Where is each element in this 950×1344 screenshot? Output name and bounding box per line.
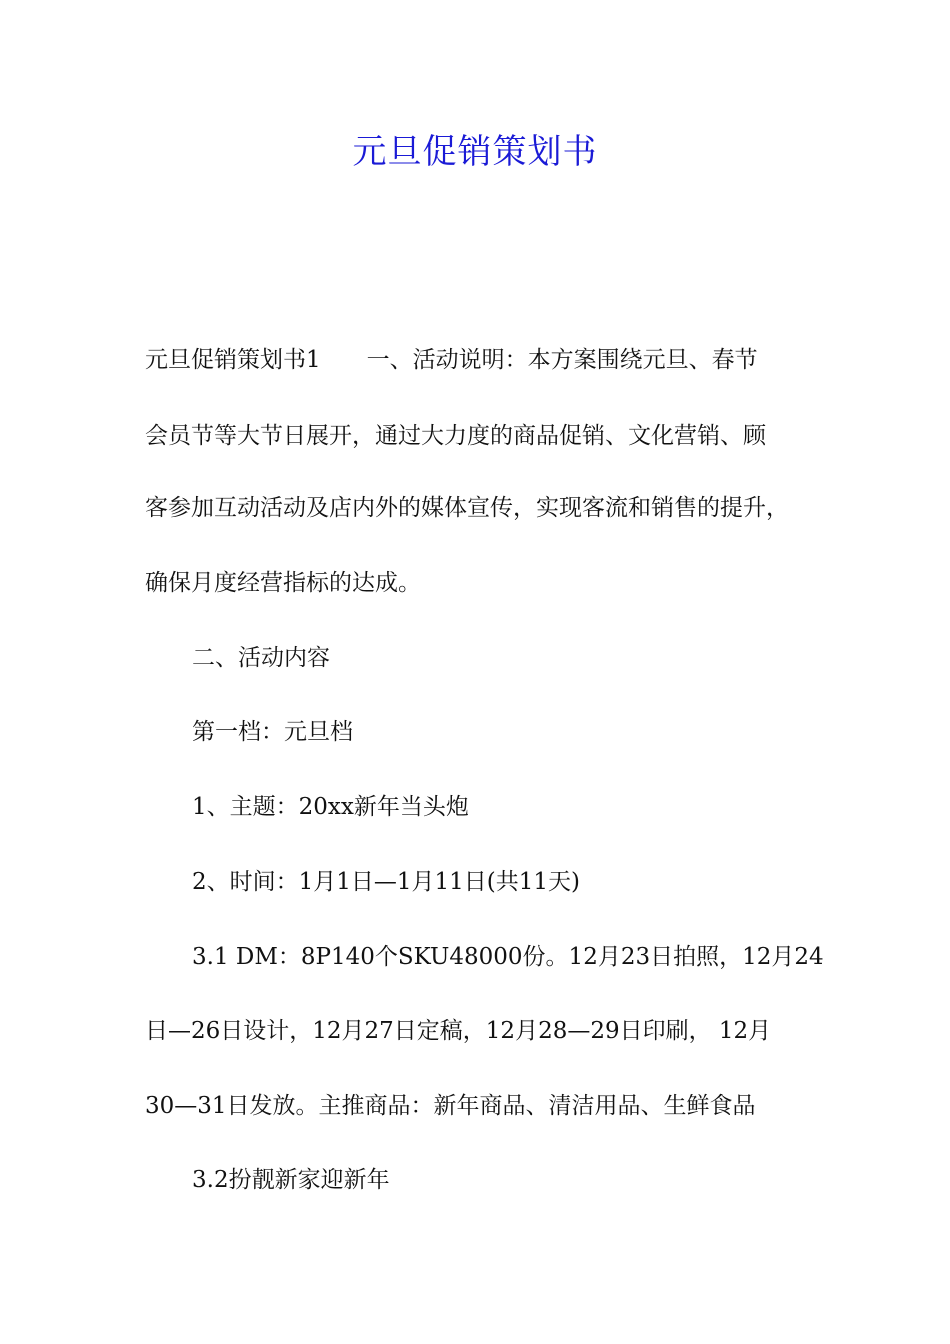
list-item: 1、主题：20xx新年当头炮 (192, 794, 469, 820)
paragraph-line: 客参加互动活动及店内外的媒体宣传，实现客流和销售的提升， (145, 495, 789, 521)
paragraph-line: 会员节等大节日展开，通过大力度的商品促销、文化营销、顾 (145, 423, 766, 449)
list-item: 3.2扮靓新家迎新年 (192, 1167, 390, 1193)
subsection-heading: 第一档：元旦档 (192, 719, 353, 745)
paragraph-line: 日—26日设计，12月27日定稿，12月28—29日印刷， 12月 (145, 1018, 772, 1044)
document-title: 元旦促销策划书 (352, 132, 598, 172)
list-item: 3.1 DM：8P140个SKU48000份。12月23日拍照，12月24 (192, 944, 824, 970)
list-item: 2、时间：1月1日—1月11日(共11天) (192, 869, 581, 895)
paragraph-line: 30—31日发放。主推商品：新年商品、清洁用品、生鲜食品 (145, 1093, 756, 1119)
paragraph-line: 元旦促销策划书1 一、活动说明：本方案围绕元旦、春节 (145, 347, 758, 373)
paragraph-line: 确保月度经营指标的达成。 (145, 570, 421, 596)
section-heading: 二、活动内容 (192, 645, 330, 671)
